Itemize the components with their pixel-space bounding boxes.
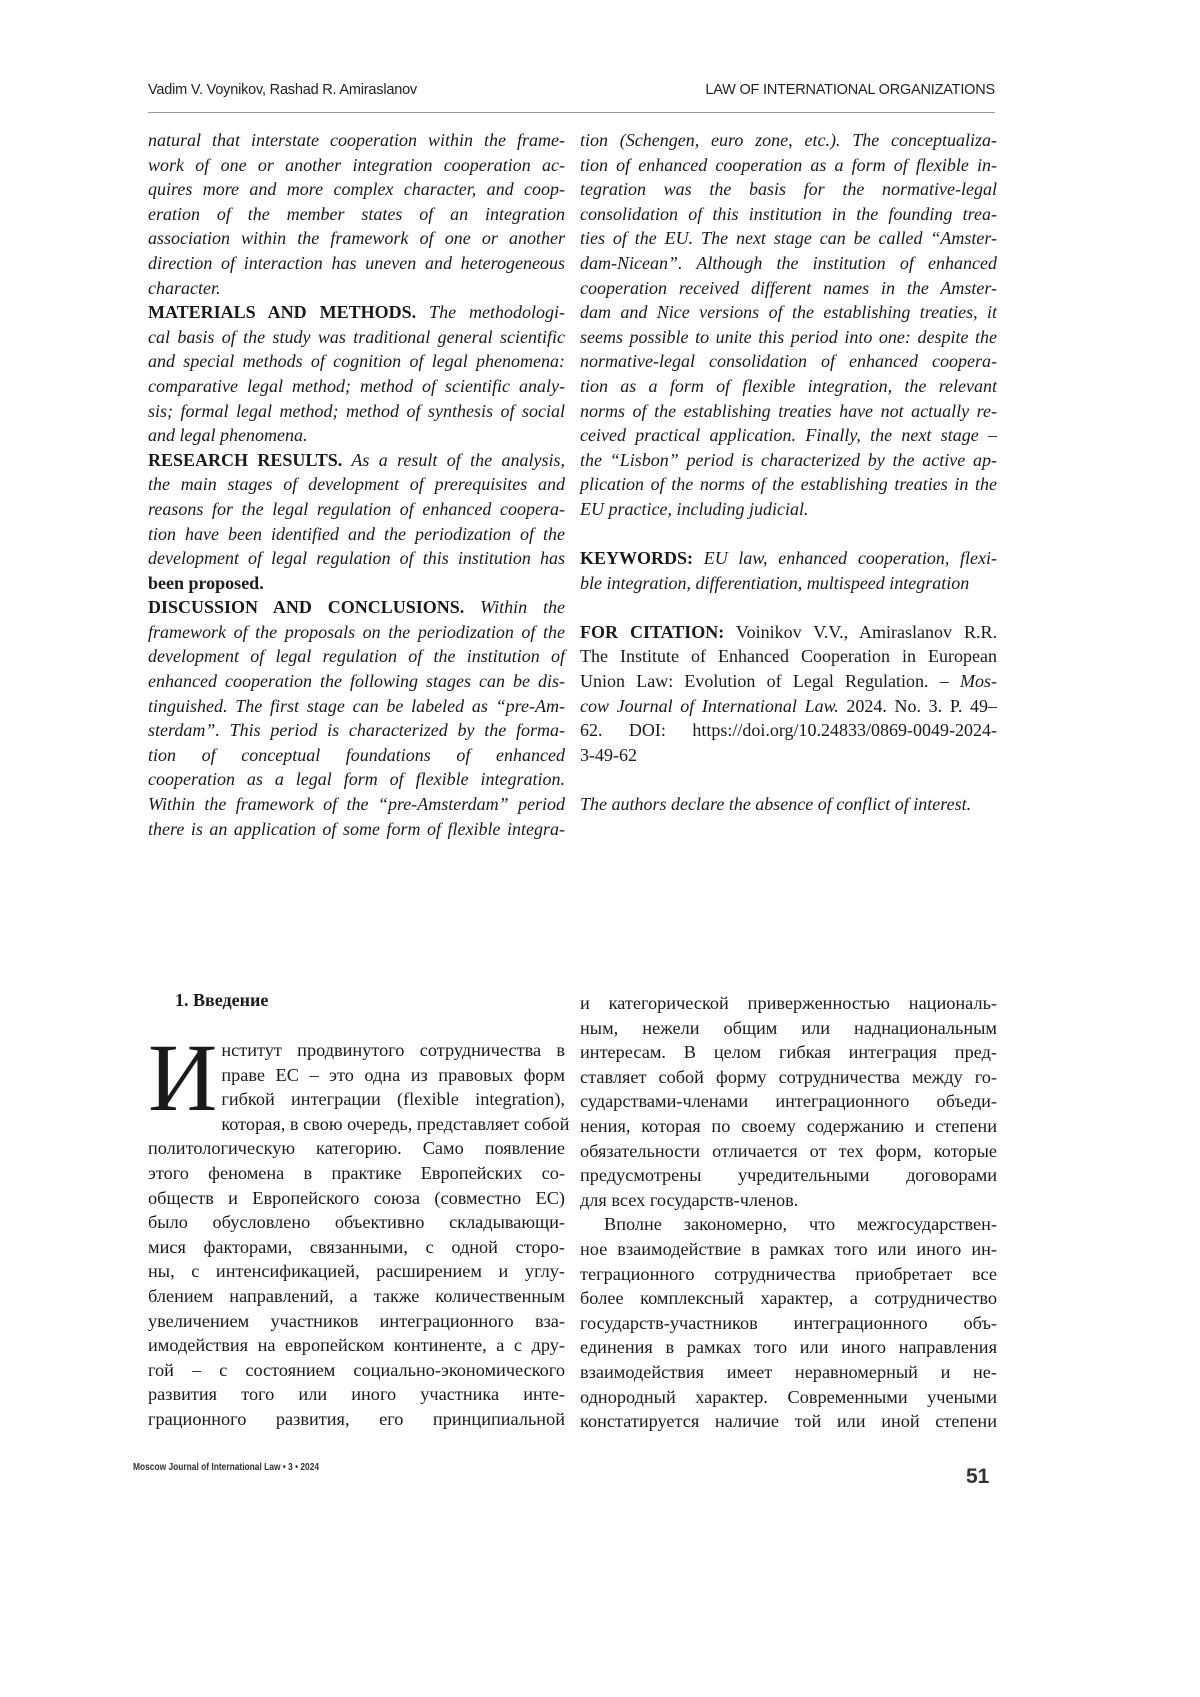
text-line <box>580 497 997 522</box>
italic-text: natural that interstate cooperation within the frame- <box>148 130 565 150</box>
italic-text: the main stages of development of prerequisites and <box>148 474 565 494</box>
text: ставляет собой форму сотрудничества между го- <box>580 1067 997 1087</box>
bold-text: FOR CITATION: <box>580 622 724 642</box>
text-line <box>148 595 565 620</box>
text-line <box>148 153 565 178</box>
text-line <box>580 1237 997 1262</box>
text-line <box>148 226 565 251</box>
text-line <box>580 1311 997 1336</box>
text-line <box>580 1139 997 1164</box>
text: ны, с интенсификацией, расширением и углу- <box>148 1261 565 1281</box>
text-line <box>580 669 997 694</box>
blank-line <box>580 595 997 620</box>
page-number: 51 <box>966 1465 989 1489</box>
italic-text: enhanced cooperation the following stages can be dis- <box>148 671 565 691</box>
text-line <box>148 472 565 497</box>
text: ным, нежели общим или наднациональным <box>580 1018 997 1038</box>
text-line <box>148 1333 565 1358</box>
italic-text: ties of the EU. The next stage can be called “Amster- <box>580 228 997 248</box>
text: взаимодействия имеет неравномерный и не- <box>580 1362 997 1382</box>
italic-text: cooperation as a legal form of flexible integration. <box>148 769 565 789</box>
text-line <box>580 1360 997 1385</box>
text: нститут продвинутого сотрудничества в <box>221 1040 565 1060</box>
text-line <box>580 423 997 448</box>
text-line <box>580 1016 997 1041</box>
text-line <box>580 399 997 424</box>
text-line <box>148 374 565 399</box>
text-line <box>148 817 565 842</box>
text-line <box>148 669 565 694</box>
text: теграционного сотрудничества приобретает все <box>580 1264 997 1284</box>
text-line <box>580 226 997 251</box>
text-line <box>148 1210 565 1235</box>
italic-text: eration of the member states of an integration <box>148 204 565 224</box>
text-line <box>580 325 997 350</box>
text-line <box>580 1089 997 1114</box>
text-line <box>580 1163 997 1188</box>
italic-text: Within the framework of the “pre-Amsterdam” period <box>148 794 565 814</box>
text-line <box>580 1409 997 1434</box>
text: развития того или иного участника инте- <box>148 1384 565 1404</box>
text-line <box>148 1161 565 1186</box>
text-line <box>148 497 565 522</box>
text-line <box>148 349 565 374</box>
bold-text: been proposed. <box>148 573 264 593</box>
italic-text: dam and Nice versions of the establishing treaties, it <box>580 302 997 322</box>
text-line <box>148 325 565 350</box>
text-line <box>148 743 565 768</box>
italic-text: sterdam”. This period is characterized by the forma- <box>148 720 565 740</box>
text: праве ЕС – это одна из правовых форм <box>221 1065 565 1085</box>
text-line <box>148 522 565 547</box>
italic-text: direction of interaction has uneven and heterogeneous <box>148 253 565 273</box>
text-line <box>580 718 997 743</box>
italic-text: cal basis of the study was traditional general scientific <box>148 327 565 347</box>
italic-text: The authors declare the absence of conflict of interest. <box>580 794 971 814</box>
text-line <box>148 1407 565 1432</box>
italic-text: reasons for the legal regulation of enhanced coopera- <box>148 499 565 519</box>
italic-text: the “Lisbon” period is characterized by the active ap- <box>580 450 997 470</box>
italic-text: Mos- <box>960 671 997 691</box>
text: гой – с состоянием социально-экономического <box>148 1360 565 1380</box>
text: блением направлений, а также количественным <box>148 1286 565 1306</box>
italic-text: norms of the establishing treaties have not actually re- <box>580 401 997 421</box>
text-line <box>148 1309 565 1334</box>
text-line <box>580 1065 997 1090</box>
text-line <box>580 202 997 227</box>
text-line <box>148 1186 565 1211</box>
text-line <box>148 767 565 792</box>
text-line <box>148 644 565 669</box>
italic-text: development of legal regulation of the institution of <box>148 646 565 666</box>
italic-text: ble integration, differentiation, multispeed integration <box>580 573 969 593</box>
italic-text: seems possible to unite this period into one: despite the <box>580 327 997 347</box>
bold-text: MATERIALS AND METHODS. <box>148 302 416 322</box>
text-line <box>580 374 997 399</box>
text: 62. DOI: https://doi.org/10.24833/0869-0049-2024- <box>580 720 997 740</box>
text: Voinikov V.V., Amiraslanov R.R. <box>724 622 997 642</box>
text-line <box>580 153 997 178</box>
text-line <box>148 177 565 202</box>
italic-text: consolidation of this institution in the founding trea- <box>580 204 997 224</box>
text: которая, в свою очередь, представляет собой <box>221 1114 569 1134</box>
italic-text: dam-Nicean”. Although the institution of enhanced <box>580 253 997 273</box>
text-line <box>580 991 997 1016</box>
text: было обусловлено объективно складывающи- <box>148 1212 565 1232</box>
text: Вполне закономерно, что межгосударствен- <box>604 1214 997 1234</box>
text-line <box>148 128 565 153</box>
italic-text: ceived practical application. Finally, the next stage – <box>580 425 997 445</box>
text-line <box>148 718 565 743</box>
body-right-column <box>580 991 997 1434</box>
italic-text: tion have been identified and the periodization of the <box>148 524 565 544</box>
footer-journal-info: Moscow Journal of International Law • 3 • 2024 <box>133 1461 319 1473</box>
text-line <box>148 202 565 227</box>
text-line <box>580 448 997 473</box>
text: для всех государств-членов. <box>580 1190 798 1210</box>
bold-text: KEYWORDS: <box>580 548 693 568</box>
text: 3-49-62 <box>580 745 637 765</box>
text: предусмотрены учредительными договорами <box>580 1165 997 1185</box>
text-line <box>580 546 997 571</box>
italic-text: and special methods of cognition of legal phenomena: <box>148 351 565 371</box>
italic-text: framework of the proposals on the periodization of the <box>148 622 565 642</box>
blank-line <box>580 522 997 547</box>
text-line <box>148 300 565 325</box>
text-line <box>580 349 997 374</box>
text-line <box>580 300 997 325</box>
italic-text: sis; formal legal method; method of synthesis of social <box>148 401 565 421</box>
bold-text: RESEARCH RESULTS. <box>148 450 342 470</box>
text-line <box>148 276 565 301</box>
italic-text: work of one or another integration cooperation ac- <box>148 155 565 175</box>
text: однородный характер. Современными учеными <box>580 1387 997 1407</box>
italic-text: quires more and more complex character, and coop- <box>148 179 565 199</box>
text-line <box>580 1188 997 1213</box>
text: обществ и Европейского союза (совместно ЕС) <box>148 1188 565 1208</box>
italic-text: EU law, enhanced cooperation, flexi- <box>693 548 997 568</box>
text: более комплексный характер, а сотрудничество <box>580 1288 997 1308</box>
text-line <box>580 620 997 645</box>
text-line <box>148 620 565 645</box>
text-line <box>580 571 997 596</box>
text-line <box>580 1335 997 1360</box>
text: обязательности отличается от тех форм, которые <box>580 1141 997 1161</box>
italic-text: comparative legal method; method of scientific analy- <box>148 376 565 396</box>
text-line <box>148 1382 565 1407</box>
text-line <box>148 423 565 448</box>
text-line <box>580 1040 997 1065</box>
text: политологическую категорию. Само появление <box>148 1138 565 1158</box>
italic-text: development of legal regulation of this institution has <box>148 548 565 568</box>
italic-text: Within the <box>464 597 565 617</box>
text-line <box>148 448 565 473</box>
text-line <box>580 743 997 768</box>
text-line <box>148 694 565 719</box>
blank-line <box>580 767 997 792</box>
italic-text: The methodologi- <box>416 302 565 322</box>
italic-text: EU practice, including judicial. <box>580 499 808 519</box>
text-line <box>580 128 997 153</box>
text-line <box>580 1212 997 1237</box>
text: The Institute of Enhanced Cooperation in European <box>580 646 997 666</box>
text: государств-участников интеграционного объ- <box>580 1313 997 1333</box>
text: мися факторами, связанными, с одной сторо- <box>148 1237 565 1257</box>
body-left-column <box>148 1038 565 1432</box>
text-line <box>580 644 997 669</box>
text: ное взаимодействие в рамках того или иного ин- <box>580 1239 997 1259</box>
text-line <box>580 1286 997 1311</box>
abstract-left-column <box>148 128 565 841</box>
text: сударствами-членами интеграционного объеди- <box>580 1091 997 1111</box>
text: интересам. В целом гибкая интеграция пред- <box>580 1042 997 1062</box>
text: нения, которая по своему содержанию и степени <box>580 1116 997 1136</box>
italic-text: tegration was the basis for the normative-legal <box>580 179 997 199</box>
text: единения в рамках того или иного направления <box>580 1337 997 1357</box>
text-line <box>148 1259 565 1284</box>
text-line <box>580 694 997 719</box>
text-line <box>148 399 565 424</box>
text-line <box>580 251 997 276</box>
italic-text: cow Journal of International Law. <box>580 696 839 716</box>
italic-text: character. <box>148 278 220 298</box>
text-line <box>148 792 565 817</box>
text: и категорической приверженностью националь- <box>580 993 997 1013</box>
text: 2024. No. 3. P. 49– <box>839 696 997 716</box>
text-line <box>148 1235 565 1260</box>
running-header-authors: Vadim V. Voynikov, Rashad R. Amiraslanov <box>148 82 417 98</box>
text-line <box>580 1262 997 1287</box>
text: увеличением участников интеграционного вза- <box>148 1311 565 1331</box>
bold-text: DISCUSSION AND CONCLUSIONS. <box>148 597 464 617</box>
text: Union Law: Evolution of Legal Regulation. – <box>580 671 960 691</box>
running-header-section: LAW OF INTERNATIONAL ORGANIZATIONS <box>705 82 995 98</box>
italic-text: tion of conceptual foundations of enhanced <box>148 745 565 765</box>
italic-text: and legal phenomena. <box>148 425 307 445</box>
text-line <box>148 571 565 596</box>
text: этого феномена в практике Европейских со- <box>148 1163 565 1183</box>
text-line <box>580 177 997 202</box>
text-line <box>148 546 565 571</box>
text-line <box>580 1385 997 1410</box>
text: гибкой интеграции (flexible integration), <box>221 1089 565 1109</box>
italic-text: tion (Schengen, euro zone, etc.). The conceptualiza- <box>580 130 997 150</box>
italic-text: normative-legal consolidation of enhanced coopera- <box>580 351 997 371</box>
text-line <box>580 1114 997 1139</box>
italic-text: plication of the norms of the establishing treaties in the <box>580 474 997 494</box>
italic-text: tinguished. The first stage can be labeled as “pre-Am- <box>148 696 565 716</box>
text-line <box>148 1136 565 1161</box>
italic-text: tion of enhanced cooperation as a form of flexible in- <box>580 155 997 175</box>
italic-text: As a result of the analysis, <box>342 450 565 470</box>
text-line <box>148 251 565 276</box>
header-divider <box>148 112 995 113</box>
abstract-right-column <box>580 128 997 817</box>
italic-text: tion as a form of flexible integration, the relevant <box>580 376 997 396</box>
drop-cap: И <box>148 1042 217 1114</box>
text-line <box>148 1284 565 1309</box>
text-line <box>580 792 997 817</box>
text-line <box>580 276 997 301</box>
text-line <box>148 1358 565 1383</box>
text: имодействия на европейском континенте, а с дру- <box>148 1335 565 1355</box>
italic-text: association within the framework of one or another <box>148 228 565 248</box>
section-heading: 1. Введение <box>175 990 268 1011</box>
italic-text: cooperation received different names in the Amster- <box>580 278 997 298</box>
text: грационного развития, его принципиальной <box>148 1409 565 1429</box>
text: констатируется наличие той или иной степени <box>580 1411 997 1431</box>
text-line <box>580 472 997 497</box>
italic-text: there is an application of some form of flexible integra- <box>148 819 565 839</box>
